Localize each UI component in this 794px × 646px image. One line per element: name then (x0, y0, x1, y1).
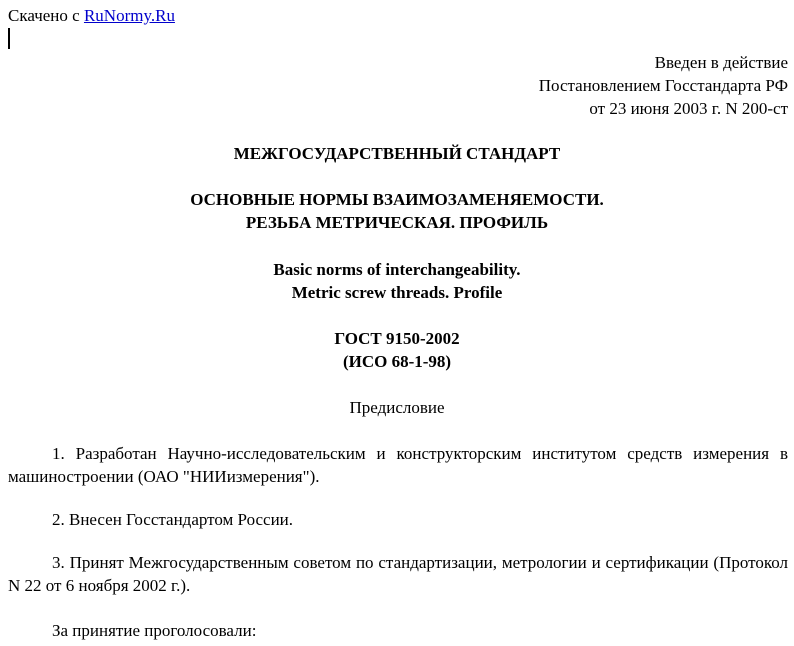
download-source-line (8, 6, 175, 26)
russian-title-line-2: РЕЗЬБА МЕТРИЧЕСКАЯ. ПРОФИЛЬ (245, 213, 549, 232)
foreword-item-4-text: За принятие проголосовали: (52, 621, 257, 640)
foreword-item-2 (8, 508, 788, 531)
foreword-item-3-text: 3. Принят Межгосударственным советом по стандартизации, метрологии и сертификации (Протокол N 22 от 6 ноября 2002 г.). (8, 553, 788, 595)
foreword-item-1 (8, 442, 788, 488)
runormy-link[interactable]: RuNormy.Ru (83, 6, 175, 25)
english-title-line-1: Basic norms of interchangeability. (273, 260, 521, 279)
foreword-item-2-text: 2. Внесен Госстандартом России. (52, 510, 294, 529)
foreword-item-4 (8, 619, 788, 642)
english-title-line-2: Metric screw threads. Profile (291, 283, 503, 302)
enactment-line-3: от 23 июня 2003 г. N 200-ст (589, 99, 788, 118)
iso-code: (ИСО 68-1-98) (342, 352, 452, 371)
enactment-line-2: Постановлением Госстандарта РФ (538, 76, 788, 95)
foreword-item-1-text: 1. Разработан Научно-исследовательским и конструкторским институтом средств измерения в машиностроении (ОАО "НИИизмерения"). (8, 444, 788, 486)
foreword-heading: Предисловие (349, 398, 445, 417)
gost-code: ГОСТ 9150-2002 (334, 329, 460, 348)
enactment-line-1: Введен в действие (654, 53, 788, 72)
standard-type-heading: МЕЖГОСУДАРСТВЕННЫЙ СТАНДАРТ (233, 144, 561, 163)
russian-title (0, 188, 794, 234)
russian-title-line-1: ОСНОВНЫЕ НОРМЫ ВЗАИМОЗАМЕНЯЕМОСТИ. (190, 190, 604, 209)
download-prefix: Скачено с (8, 6, 80, 25)
text-cursor (8, 28, 10, 49)
english-title (0, 258, 794, 304)
foreword-item-3 (8, 551, 788, 597)
standard-code-block (0, 327, 794, 373)
enactment-block (539, 51, 788, 120)
